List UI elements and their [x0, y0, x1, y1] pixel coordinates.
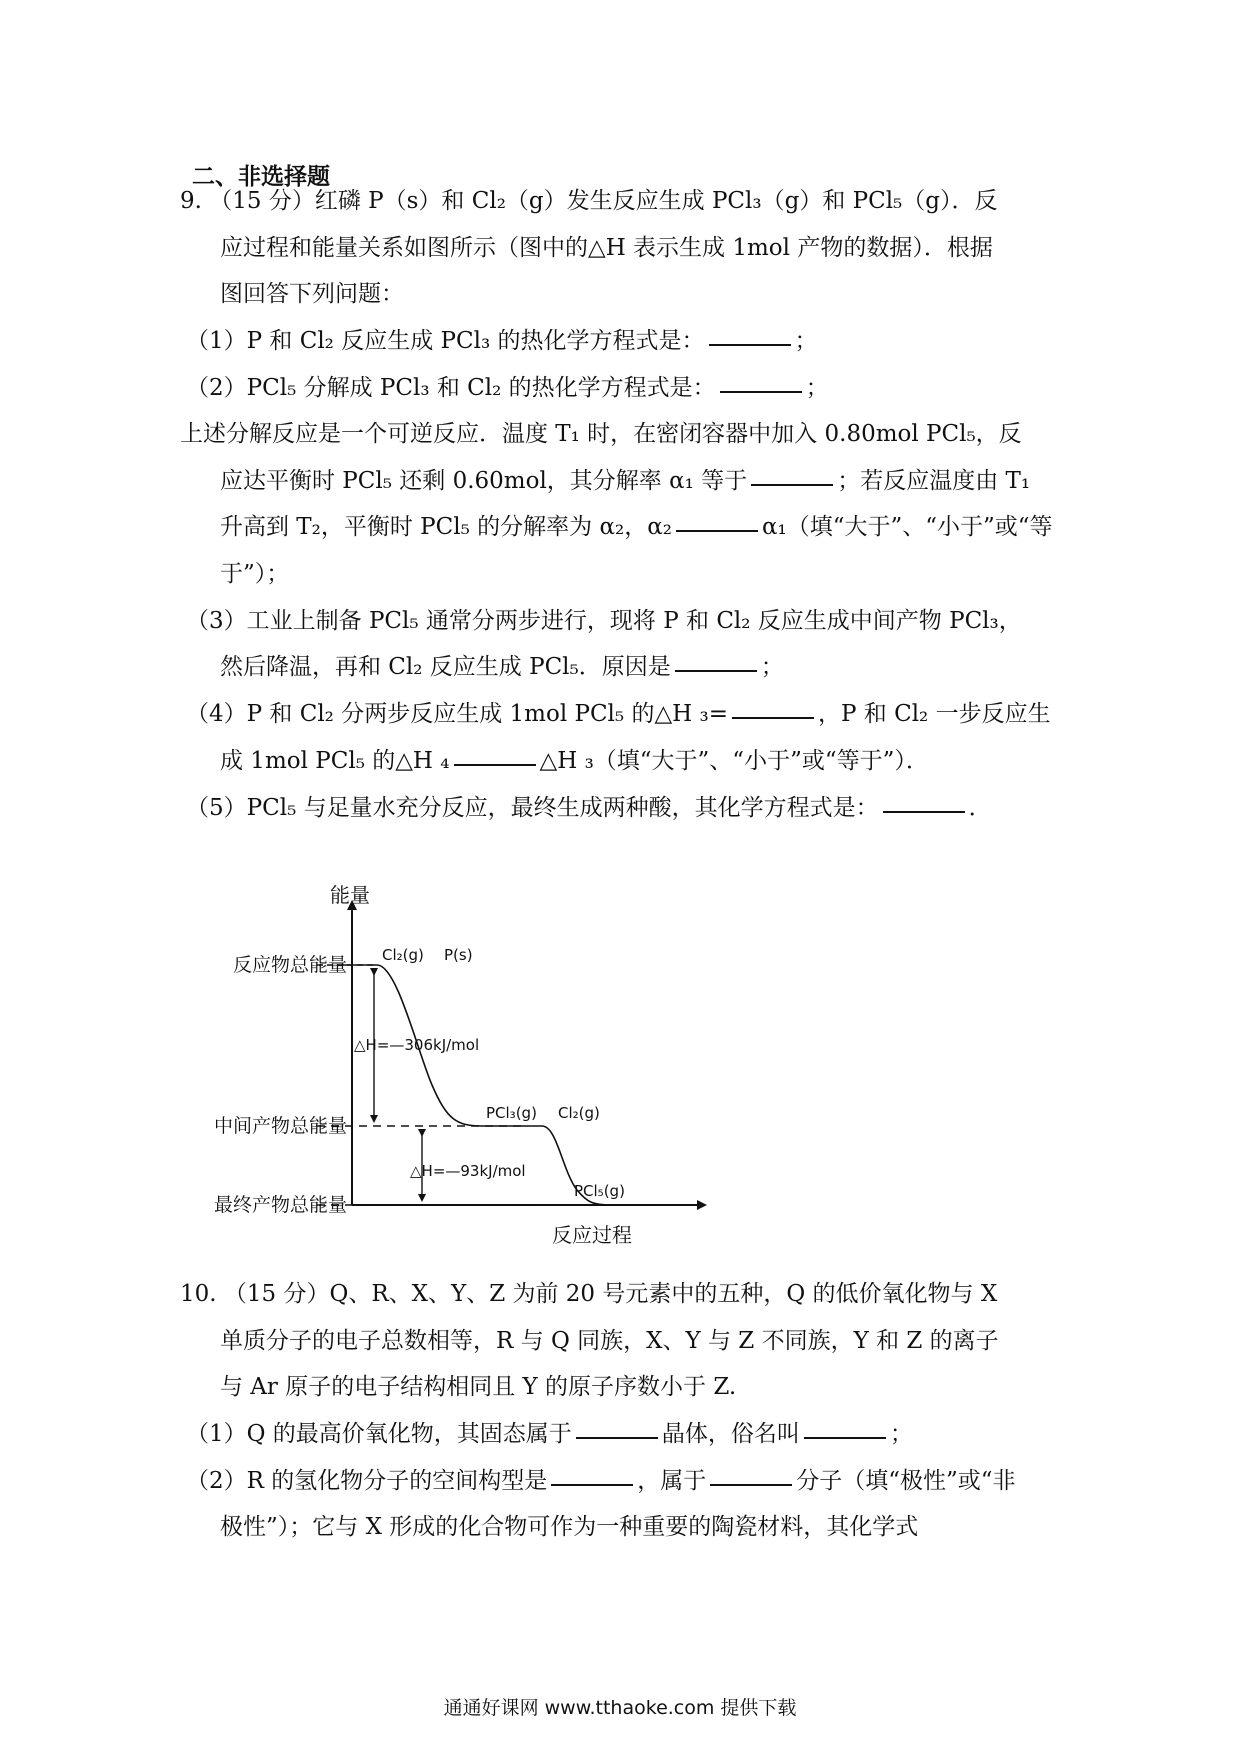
answer-blank[interactable] — [576, 1436, 658, 1439]
q9-part5: （5）PCl₅ 与足量水充分反应，最终生成两种酸，其化学方程式是： ． — [186, 795, 992, 821]
answer-blank[interactable] — [720, 390, 802, 393]
level-label-final: 最终产物总能量 — [213, 1194, 347, 1216]
q9-stem-line3: 图回答下列问题： — [220, 281, 404, 307]
answer-blank[interactable] — [675, 669, 757, 672]
q9-part3-line2: 然后降温，再和 Cl₂ 反应生成 PCl₅．原因是 ； — [220, 654, 784, 680]
y-axis-label: 能量 — [330, 883, 370, 907]
answer-blank[interactable] — [551, 1483, 633, 1486]
answer-blank[interactable] — [709, 343, 791, 346]
q10-stem-line1: 10. （15 分）Q、R、X、Y、Z 为前 20 号元素中的五种，Q 的低价氧化物与 X — [180, 1281, 998, 1307]
intermediate-species-2: Cl₂(g) — [558, 1104, 600, 1122]
product-species: PCl₅(g) — [574, 1182, 625, 1200]
q10-stem-line2: 单质分子的电子总数相等，R 与 Q 同族，X、Y 与 Z 不同族，Y 和 Z 的离子 — [220, 1328, 999, 1354]
q9-part2b-line3: 升高到 T₂，平衡时 PCl₅ 的分解率为 α₂，α₂ α₁（填“大于”、“小于”或“等 — [220, 514, 1053, 540]
dh2-label: △H=—93kJ/mol — [410, 1162, 526, 1180]
q9-stem-line1: 9. （15 分）红磷 P（s）和 Cl₂（g）发生反应生成 PCl₃（g）和 PCl₅（g）．反 — [180, 188, 998, 214]
x-axis-label: 反应过程 — [552, 1223, 632, 1247]
q9-part2: （2）PCl₅ 分解成 PCl₃ 和 Cl₂ 的热化学方程式是： ； — [186, 375, 829, 401]
answer-blank[interactable] — [751, 483, 833, 486]
intermediate-species-1: PCl₃(g) — [486, 1104, 537, 1122]
reactant-species-1: Cl₂(g) — [382, 946, 424, 964]
answer-blank[interactable] — [676, 529, 758, 532]
answer-blank[interactable] — [883, 810, 965, 813]
page-footer: 通通好课网 www.tthaoke.com 提供下载 — [443, 1697, 797, 1719]
q10-stem-line3: 与 Ar 原子的电子结构相同且 Y 的原子序数小于 Z. — [220, 1374, 737, 1400]
answer-blank[interactable] — [732, 716, 814, 719]
q9-part2b-line2: 应达平衡时 PCl₅ 还剩 0.60mol，其分解率 α₁ 等于 ；若反应温度由 T₁ — [220, 468, 1031, 494]
answer-blank[interactable] — [804, 1436, 886, 1439]
q9-part1: （1）P 和 Cl₂ 反应生成 PCl₃ 的热化学方程式是： ； — [186, 328, 818, 354]
level-label-intermediate: 中间产物总能量 — [213, 1115, 347, 1137]
energy-diagram — [182, 880, 722, 1250]
dh1-label: △H=—306kJ/mol — [354, 1036, 480, 1054]
q9-part2b-line4: 于”）； — [220, 561, 290, 587]
section-title: 二、非选择题 — [192, 163, 330, 190]
level-label-reactant: 反应物总能量 — [232, 954, 347, 976]
q9-part3-line1: （3）工业上制备 PCl₅ 通常分两步进行，现将 P 和 Cl₂ 反应生成中间产物 PCl₃， — [186, 608, 1022, 634]
q9-part4-line2: 成 1mol PCl₅ 的△H ₄ △H ₃（填“大于”、“小于”或“等于”）． — [220, 748, 929, 774]
q10-part1: （1）Q 的最高价氧化物，其固态属于 晶体，俗名叫 ； — [186, 1421, 913, 1447]
q10-part2: （2）R 的氢化物分子的空间构型是 ，属于 分子（填“极性”或“非 — [186, 1468, 1016, 1494]
q10-part2-line2: 极性”）；它与 X 形成的化合物可作为一种重要的陶瓷材料，其化学式 — [220, 1514, 919, 1540]
reactant-species-2: P(s) — [444, 946, 473, 964]
q9-stem-line2: 应过程和能量关系如图所示（图中的△H 表示生成 1mol 产物的数据）．根据 — [220, 235, 993, 261]
answer-blank[interactable] — [710, 1483, 792, 1486]
q9-part4-line1: （4）P 和 Cl₂ 分两步反应生成 1mol PCl₅ 的△H ₃= ，P 和 Cl₂ 一步反应生 — [186, 701, 1051, 727]
q9-part2b-line1: 上述分解反应是一个可逆反应．温度 T₁ 时，在密闭容器中加入 0.80mol PCl₅，反 — [180, 421, 1022, 447]
answer-blank[interactable] — [454, 763, 536, 766]
